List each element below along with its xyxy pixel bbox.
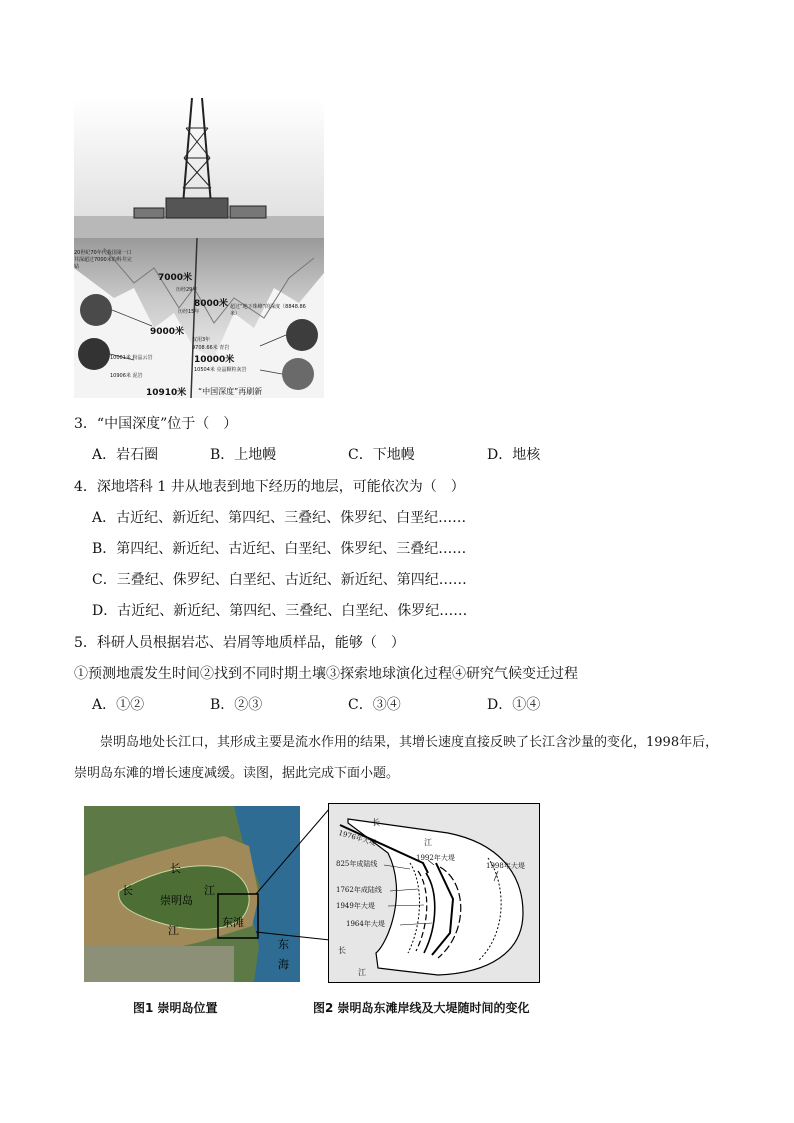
question-5-statements: ①预测地震发生时间②找到不同时期土壤③探索地球演化过程④研究气候变迁过程 bbox=[74, 666, 578, 682]
diagram-jiang-bottom: 江 bbox=[358, 968, 366, 977]
depth-8000-label: 8000米 bbox=[194, 299, 229, 309]
question-3-stem: 3．“中国深度”位于（ ） bbox=[74, 416, 238, 432]
dike-1998-label: 1998年大堤 bbox=[486, 862, 525, 870]
q5-option-a[interactable]: A．①② bbox=[92, 697, 145, 713]
drill-depth-figure bbox=[74, 98, 324, 398]
map-jiang-bottom: 江 bbox=[168, 924, 179, 937]
dike-1964-label: 1964年大堤 bbox=[346, 920, 385, 928]
q3-option-c[interactable]: C．下地幔 bbox=[348, 447, 415, 463]
dike-1992-label: 1992年大堤 bbox=[416, 854, 455, 862]
rock-10504-label: 10504米 亮晶颗粒灰岩 bbox=[194, 367, 247, 373]
map-jiang-right: 江 bbox=[204, 884, 215, 897]
dongtan-shoreline-diagram bbox=[328, 803, 540, 983]
figure-1-caption: 图1 崇明岛位置 bbox=[133, 1001, 218, 1015]
q3-option-d[interactable]: D．地核 bbox=[487, 447, 541, 463]
everest-note: 超过“地下珠峰”的深度（8848.86米） bbox=[230, 304, 306, 317]
period-29-label: 历经29年 bbox=[176, 287, 198, 293]
rock-9708-label: 9708.66米 青岩 bbox=[192, 345, 230, 351]
q3-option-a[interactable]: A．岩石圈 bbox=[92, 447, 159, 463]
rock-sample-4 bbox=[282, 358, 314, 390]
connector-lines bbox=[250, 800, 340, 950]
q5-option-c[interactable]: C．③④ bbox=[348, 697, 401, 713]
period-3-label: 仅用3年 bbox=[192, 337, 211, 343]
period-15-label: 历经15年 bbox=[178, 309, 200, 315]
diagram-chang-top: 长 bbox=[372, 818, 380, 827]
q4-option-a[interactable]: A．古近纪、新近纪、第四纪、三叠纪、侏罗纪、白垩纪…… bbox=[92, 510, 467, 526]
map-dongtan: 东滩 bbox=[222, 916, 244, 929]
depth-10910-label: 10910米 bbox=[146, 388, 187, 398]
map-hai: 海 bbox=[278, 958, 289, 971]
shore-1762-label: 1762年成陆线 bbox=[336, 886, 382, 894]
rock-sample-2 bbox=[78, 338, 110, 370]
q4-option-b[interactable]: B．第四纪、新近纪、古近纪、白垩纪、侏罗纪、三叠纪…… bbox=[92, 541, 467, 557]
question-4-stem: 4．深地塔科 1 井从地表到地下经历的地层，可能依次为（ ） bbox=[74, 479, 465, 495]
rock-sample-1 bbox=[80, 294, 112, 326]
map-chang-left: 长 bbox=[122, 884, 133, 897]
dike-1949-label: 1949年大堤 bbox=[336, 902, 375, 910]
q3-option-b[interactable]: B．上地幔 bbox=[210, 447, 277, 463]
diagram-chang-bottom: 长 bbox=[338, 946, 346, 955]
figure-2-caption: 图2 崇明岛东滩岸线及大堤随时间的变化 bbox=[313, 1001, 530, 1015]
passage-text: 崇明岛地处长江口，其形成主要是流水作用的结果，其增长速度直接反映了长江含沙量的变化，1998年后，崇明岛东滩的增长速度减缓。读图，据此完成下面小题。 bbox=[74, 735, 719, 781]
rock-10001-label: 10001米 粉晶云岩 bbox=[110, 355, 153, 361]
history-note: 20世纪70年代我国第一口井深超过7000米的科井完钻 bbox=[74, 250, 132, 270]
diagram-jiang-top: 江 bbox=[424, 838, 432, 847]
shore-825-label: 825年成陆线 bbox=[336, 860, 378, 868]
q4-option-c[interactable]: C．三叠纪、侏罗纪、白垩纪、古近纪、新近纪、第四纪…… bbox=[92, 572, 467, 588]
q5-option-d[interactable]: D．①④ bbox=[487, 697, 541, 713]
q5-option-b[interactable]: B．②③ bbox=[210, 697, 263, 713]
map-chang-top: 长 bbox=[170, 862, 181, 875]
q4-option-d[interactable]: D．古近纪、新近纪、第四纪、三叠纪、白垩纪、侏罗纪…… bbox=[92, 603, 468, 619]
depth-10000-label: 10000米 bbox=[194, 355, 235, 365]
map-chongmingdao: 崇明岛 bbox=[160, 894, 193, 907]
record-label: “中国深度”再刷新 bbox=[198, 387, 263, 396]
depth-7000-label: 7000米 bbox=[158, 273, 193, 283]
depth-9000-label: 9000米 bbox=[150, 327, 185, 337]
dike-1976-label: 1976年大堤 bbox=[337, 828, 378, 848]
map-dong: 东 bbox=[278, 938, 289, 951]
rock-sample-3 bbox=[286, 319, 318, 351]
rock-10906-label: 10906米 泥岩 bbox=[110, 373, 143, 379]
question-5-stem: 5．科研人员根据岩芯、岩屑等地质样品，能够（ ） bbox=[74, 635, 405, 651]
